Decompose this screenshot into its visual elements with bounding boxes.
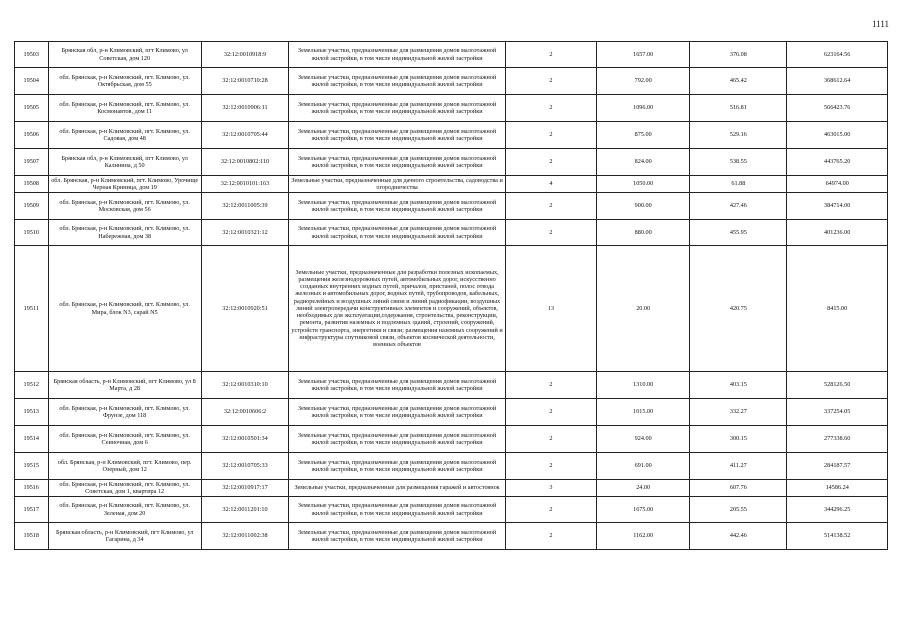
table-row bbox=[15, 122, 888, 149]
table-row bbox=[15, 399, 888, 426]
area-cell: 1015.00 bbox=[596, 399, 689, 426]
permitted-use-cell: Земельные участки, предназначенные для размещения домов малоэтажной жилой застройки, в том числе индивидуальной жилой застройки bbox=[289, 426, 506, 453]
cadastral-value-cell: 401236.00 bbox=[787, 220, 888, 246]
unit-value-cell: 455.95 bbox=[690, 220, 787, 246]
address-cell: обл. Брянская, р-н Климовский, пгт. Климово, ул. Сеиночная, дом 6 bbox=[48, 426, 201, 453]
cadastral-value-cell: 368612.64 bbox=[787, 68, 888, 95]
area-cell: 900.00 bbox=[596, 193, 689, 220]
cadastral-number-cell: 32:12:0010710:28 bbox=[201, 68, 288, 95]
table-row bbox=[15, 176, 888, 193]
address-cell: обл. Брянская, р-н Климовский, пгт. Климово, ул. Набережная, дом 38 bbox=[48, 220, 201, 246]
cadastral-number-cell: 32:12:0010802:110 bbox=[201, 149, 288, 176]
cadastral-value-cell: 514138.52 bbox=[787, 523, 888, 550]
area-cell: 1096.00 bbox=[596, 95, 689, 122]
category-cell: 2 bbox=[505, 122, 596, 149]
cadastral-value-cell: 623164.56 bbox=[787, 42, 888, 68]
table-row bbox=[15, 220, 888, 246]
category-cell: 2 bbox=[505, 497, 596, 523]
cadastral-number-cell: 32:12:0010917:17 bbox=[201, 480, 288, 497]
table-row bbox=[15, 523, 888, 550]
cadastral-value-cell: 14586.24 bbox=[787, 480, 888, 497]
category-cell: 2 bbox=[505, 453, 596, 480]
record-number: 19505 bbox=[15, 95, 49, 122]
unit-value-cell: 420.75 bbox=[690, 246, 787, 372]
permitted-use-cell: Земельные участки, предназначенные для размещения домов малоэтажной жилой застройки, в том числе индивидуальной жилой застройки bbox=[289, 42, 506, 68]
permitted-use-cell: Земельные участки, предназначенные для размещения домов малоэтажной жилой застройки, в том числе индивидуальной жилой застройки bbox=[289, 399, 506, 426]
category-cell: 4 bbox=[505, 176, 596, 193]
record-number: 19504 bbox=[15, 68, 49, 95]
cadastral-value-cell: 384714.00 bbox=[787, 193, 888, 220]
table-row bbox=[15, 480, 888, 497]
cadastral-value-cell: 277338.60 bbox=[787, 426, 888, 453]
area-cell: 24.00 bbox=[596, 480, 689, 497]
unit-value-cell: 205.55 bbox=[690, 497, 787, 523]
record-number: 19506 bbox=[15, 122, 49, 149]
cadastral-number-cell: 32:12:0010321:12 bbox=[201, 220, 288, 246]
permitted-use-cell: Земельные участки, предназначенные для размещения домов малоэтажной жилой застройки, в том числе индивидуальной жилой застройки bbox=[289, 372, 506, 399]
address-cell: Брянская обл, р-н Климовский, пгт Климово, ул Калинина, д 50 bbox=[48, 149, 201, 176]
table-row bbox=[15, 149, 888, 176]
cadastral-number-cell: 32:12:0010705:33 bbox=[201, 453, 288, 480]
category-cell: 2 bbox=[505, 95, 596, 122]
record-number: 19514 bbox=[15, 426, 49, 453]
unit-value-cell: 61.88 bbox=[690, 176, 787, 193]
permitted-use-cell: Земельные участки, предназначенные для дачного строительства, садоводства и огородничества bbox=[289, 176, 506, 193]
table-row bbox=[15, 453, 888, 480]
cadastral-value-cell: 8415.00 bbox=[787, 246, 888, 372]
address-cell: Брянская обл, р-н Климовский, пгт Климово, ул Советская, дом 120 bbox=[48, 42, 201, 68]
address-cell: Брянская область, р-н Климовский, пгт Климово, ул Гагарина, д 34 bbox=[48, 523, 201, 550]
record-number: 19509 bbox=[15, 193, 49, 220]
unit-value-cell: 300.15 bbox=[690, 426, 787, 453]
cadastral-number-cell: 32:12:0011201:10 bbox=[201, 497, 288, 523]
record-number: 19513 bbox=[15, 399, 49, 426]
area-cell: 1050.00 bbox=[596, 176, 689, 193]
table-body bbox=[15, 42, 888, 550]
unit-value-cell: 403.15 bbox=[690, 372, 787, 399]
area-cell: 20.00 bbox=[596, 246, 689, 372]
cadastral-number-cell: 32:12:0011005:39 bbox=[201, 193, 288, 220]
area-cell: 691.00 bbox=[596, 453, 689, 480]
cadastral-value-cell: 344296.25 bbox=[787, 497, 888, 523]
record-number: 19503 bbox=[15, 42, 49, 68]
table-row bbox=[15, 372, 888, 399]
record-number: 19510 bbox=[15, 220, 49, 246]
category-cell: 2 bbox=[505, 149, 596, 176]
unit-value-cell: 529.16 bbox=[690, 122, 787, 149]
cadastral-number-cell: 32:12:0011002:38 bbox=[201, 523, 288, 550]
cadastral-number-cell: 32:12:0010101:163 bbox=[201, 176, 288, 193]
address-cell: обл. Брянская, р-н Климовский, пгт. Климово, Урочище Черная Криница, дом 19 bbox=[48, 176, 201, 193]
permitted-use-cell: Земельные участки, предназначенные для размещения домов малоэтажной жилой застройки, в том числе индивидуальной жилой застройки bbox=[289, 193, 506, 220]
record-number: 19515 bbox=[15, 453, 49, 480]
area-cell: 875.00 bbox=[596, 122, 689, 149]
record-number: 19508 bbox=[15, 176, 49, 193]
cadastral-value-cell: 443765.20 bbox=[787, 149, 888, 176]
address-cell: обл. Брянская, р-н Климовский, пгт. Климово, ул. Советская, дом 1, квартира 12 bbox=[48, 480, 201, 497]
cadastral-number-cell: 32:12:0010705:44 bbox=[201, 122, 288, 149]
permitted-use-cell: Земельные участки, предназначенные для размещения домов малоэтажной жилой застройки, в том числе индивидуальной жилой застройки bbox=[289, 95, 506, 122]
address-cell: обл. Брянская, р-н Климовский, пгт. Климово, ул. Зеленая, дом 20 bbox=[48, 497, 201, 523]
cadastral-number-cell: 32:12:0010310:10 bbox=[201, 372, 288, 399]
address-cell: обл. Брянская, р-н Климовский, пгт. Климово, ул. Мира, блок N3, сарай N5 bbox=[48, 246, 201, 372]
category-cell: 2 bbox=[505, 68, 596, 95]
table-row bbox=[15, 426, 888, 453]
category-cell: 2 bbox=[505, 220, 596, 246]
address-cell: обл. Брянская, р-н Климовский, пгт. Климово, ул. Космонавтов, дом 11 bbox=[48, 95, 201, 122]
unit-value-cell: 427.46 bbox=[690, 193, 787, 220]
permitted-use-cell: Земельные участки, предназначенные для размещения домов малоэтажной жилой застройки, в том числе индивидуальной жилой застройки bbox=[289, 68, 506, 95]
category-cell: 2 bbox=[505, 523, 596, 550]
table-row bbox=[15, 497, 888, 523]
category-cell: 2 bbox=[505, 193, 596, 220]
cadastral-value-cell: 337254.05 bbox=[787, 399, 888, 426]
cadastral-value-cell: 463015.00 bbox=[787, 122, 888, 149]
category-cell: 13 bbox=[505, 246, 596, 372]
cadastral-number-cell: 32:12:0010920:51 bbox=[201, 246, 288, 372]
category-cell: 2 bbox=[505, 399, 596, 426]
category-cell: 2 bbox=[505, 372, 596, 399]
record-number: 19512 bbox=[15, 372, 49, 399]
cadastral-number-cell: 32:12:0010501:34 bbox=[201, 426, 288, 453]
table-row bbox=[15, 42, 888, 68]
cadastral-value-cell: 284187.57 bbox=[787, 453, 888, 480]
area-cell: 824.00 bbox=[596, 149, 689, 176]
address-cell: обл. Брянская, р-н Климовский, пгт. Климово, ул. Садовая, дом 48 bbox=[48, 122, 201, 149]
address-cell: обл. Брянская, р-н Климовский, пгт. Климово, пер. Озерный, дом 12 bbox=[48, 453, 201, 480]
address-cell: обл. Брянская, р-н Климовский, пгт. Климово, ул. Фрунзе, дом 118 bbox=[48, 399, 201, 426]
unit-value-cell: 607.76 bbox=[690, 480, 787, 497]
area-cell: 1310.00 bbox=[596, 372, 689, 399]
permitted-use-cell: Земельные участки, предназначенные для размещения домов малоэтажной жилой застройки, в том числе индивидуальной жилой застройки bbox=[289, 497, 506, 523]
record-number: 19511 bbox=[15, 246, 49, 372]
area-cell: 1675.00 bbox=[596, 497, 689, 523]
unit-value-cell: 411.27 bbox=[690, 453, 787, 480]
cadastral-value-cell: 64974.00 bbox=[787, 176, 888, 193]
table-row bbox=[15, 246, 888, 372]
address-cell: обл. Брянская, р-н Климовский, пгт. Климово, ул. Октябрьская, дом 55 bbox=[48, 68, 201, 95]
area-cell: 1657.00 bbox=[596, 42, 689, 68]
category-cell: 3 bbox=[505, 480, 596, 497]
record-number: 19507 bbox=[15, 149, 49, 176]
area-cell: 924.00 bbox=[596, 426, 689, 453]
area-cell: 880.00 bbox=[596, 220, 689, 246]
permitted-use-cell: Земельные участки, предназначенные для размещения гаражей и автостоянок bbox=[289, 480, 506, 497]
cadastral-value-cell: 528126.50 bbox=[787, 372, 888, 399]
address-cell: обл. Брянская, р-н Климовский, пгт. Климово, ул. Московская, дом 56 bbox=[48, 193, 201, 220]
permitted-use-cell: Земельные участки, предназначенные для разработки полезных ископаемых, размещения железнодорожных путей, автомобильных дорог, искусственно созданных внутренних водных путей, причалов, пристаней, полос отвода железных и автомобильных дорог, водных путей, трубопроводов, кабельных, радиорелейных и воздушных линий связи и линий радиофикации, воздушных линий электропередачи конструктивных элементов и сооружений, объектов, необходимых для эксплуатации,содержания, строительства, реконструкции, ремонта, развития наземных и подземных зданий, строений, сооружений, устройств транспорта, энергетики и связи; размещения наземных сооружений и инфраструктуры спутниковой связи, объектов космической деятельности, военных объектов bbox=[289, 246, 506, 372]
table-row bbox=[15, 68, 888, 95]
permitted-use-cell: Земельные участки, предназначенные для размещения домов малоэтажной жилой застройки, в том числе индивидуальной жилой застройки bbox=[289, 523, 506, 550]
permitted-use-cell: Земельные участки, предназначенные для размещения домов малоэтажной жилой застройки, в том числе индивидуальной жилой застройки bbox=[289, 453, 506, 480]
permitted-use-cell: Земельные участки, предназначенные для размещения домов малоэтажной жилой застройки, в том числе индивидуальной жилой застройки bbox=[289, 149, 506, 176]
unit-value-cell: 376.08 bbox=[690, 42, 787, 68]
category-cell: 2 bbox=[505, 426, 596, 453]
cadastral-value-table bbox=[14, 41, 888, 550]
unit-value-cell: 465.42 bbox=[690, 68, 787, 95]
unit-value-cell: 332.27 bbox=[690, 399, 787, 426]
cadastral-number-cell: 32:12:0010606:2 bbox=[201, 399, 288, 426]
permitted-use-cell: Земельные участки, предназначенные для размещения домов малоэтажной жилой застройки, в том числе индивидуальной жилой застройки bbox=[289, 122, 506, 149]
address-cell: Брянская область, р-н Климовский, пгт Климово, ул 8 Марта, д 28 bbox=[48, 372, 201, 399]
table-row bbox=[15, 95, 888, 122]
record-number: 19518 bbox=[15, 523, 49, 550]
area-cell: 792.00 bbox=[596, 68, 689, 95]
unit-value-cell: 442.46 bbox=[690, 523, 787, 550]
page-number: 1111 bbox=[872, 19, 889, 29]
record-number: 19516 bbox=[15, 480, 49, 497]
area-cell: 1162.00 bbox=[596, 523, 689, 550]
cadastral-value-cell: 566423.76 bbox=[787, 95, 888, 122]
cadastral-number-cell: 32:12:0010918:9 bbox=[201, 42, 288, 68]
cadastral-number-cell: 32:12:0010906:11 bbox=[201, 95, 288, 122]
unit-value-cell: 516.81 bbox=[690, 95, 787, 122]
unit-value-cell: 538.55 bbox=[690, 149, 787, 176]
table-row bbox=[15, 193, 888, 220]
category-cell: 2 bbox=[505, 42, 596, 68]
permitted-use-cell: Земельные участки, предназначенные для размещения домов малоэтажной жилой застройки, в том числе индивидуальной жилой застройки bbox=[289, 220, 506, 246]
record-number: 19517 bbox=[15, 497, 49, 523]
